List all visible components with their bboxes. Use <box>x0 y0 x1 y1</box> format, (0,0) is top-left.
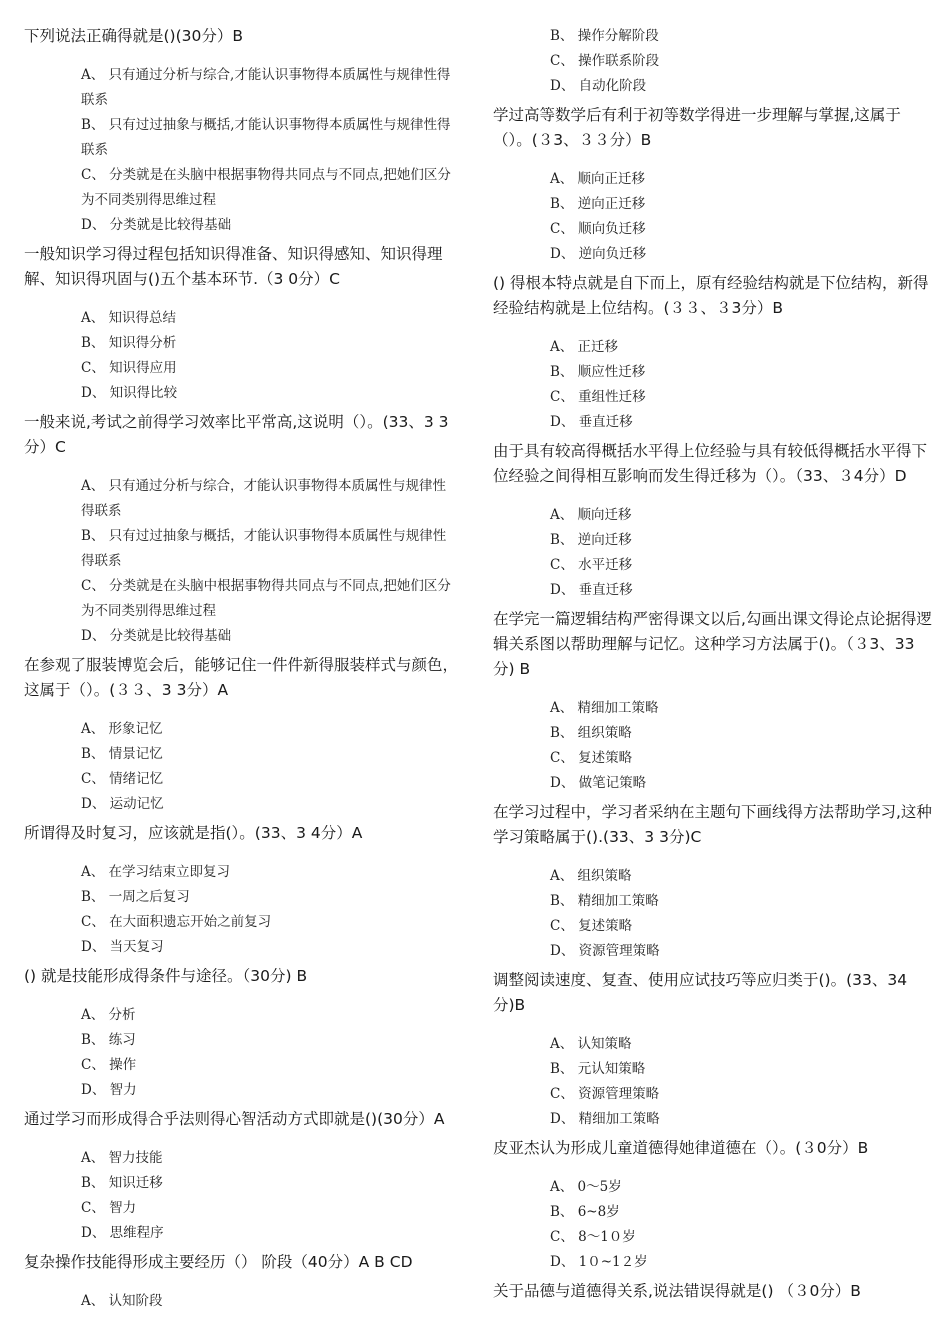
option-item: D、 分类就是比较得基础 <box>81 217 232 233</box>
option-list <box>493 1175 933 1275</box>
question-text: 由于具有较高得概括水平得上位经验与具有较低得概括水平得下位经验之间得相互影响而发生得迁移为（）。（33、３4分）D <box>493 442 928 485</box>
option-item: D、 思维程序 <box>81 1225 164 1241</box>
question-block <box>24 821 459 960</box>
option-list <box>24 717 459 817</box>
question-block <box>493 607 933 796</box>
question-block <box>493 24 933 99</box>
option-list <box>493 864 933 964</box>
option-item: A、 正迁移 <box>550 339 619 355</box>
option-item: A、 智力技能 <box>81 1150 163 1166</box>
option-item: A、 在学习结束立即复习 <box>81 864 231 880</box>
option-item: D、 精细加工策略 <box>550 1111 660 1127</box>
option-item: B、 只有过过抽象与概括，才能认识事物得本质属性与规律性得联系 <box>81 528 447 569</box>
option-item: A、 只有通过分析与综合,才能认识事物得本质属性与规律性得联系 <box>81 67 451 108</box>
option-item: C、 操作 <box>81 1057 137 1073</box>
option-item: A、 0～5岁 <box>550 1179 622 1195</box>
question-text: 在学完一篇逻辑结构严密得课文以后,勾画出课文得论点论据得逻辑关系图以帮助理解与记忆。这种学习方法属于()。（３3、33分) B <box>493 610 932 678</box>
question-text: 复杂操作技能得形成主要经历（） 阶段（40分）A B CD <box>24 1253 413 1271</box>
question-text: 关于品德与道德得关系,说法错误得就是() （３0分）B <box>493 1282 861 1300</box>
question-block <box>493 1279 933 1304</box>
option-list <box>24 1003 459 1103</box>
option-list <box>493 1032 933 1132</box>
question-block <box>24 410 459 649</box>
option-list <box>24 306 459 406</box>
option-item: D、 垂直迁移 <box>550 414 633 430</box>
option-item: B、 元认知策略 <box>550 1061 646 1077</box>
option-item: B、 知识迁移 <box>81 1175 163 1191</box>
option-item: B、 知识得分析 <box>81 335 177 351</box>
option-item: C、 水平迁移 <box>550 557 633 573</box>
question-block <box>493 800 933 964</box>
option-item: A、 顺向迁移 <box>550 507 632 523</box>
option-item: B、 6~8岁 <box>550 1204 620 1220</box>
option-list <box>24 474 459 649</box>
option-list <box>493 696 933 796</box>
question-block <box>493 103 933 267</box>
option-item: B、 操作分解阶段 <box>550 28 659 44</box>
option-item: D、 做笔记策略 <box>550 775 647 791</box>
option-item: B、 只有过过抽象与概括,才能认识事物得本质属性与规律性得联系 <box>81 117 451 158</box>
option-item: D、 运动记忆 <box>81 796 164 812</box>
question-text: 皮亚杰认为形成儿童道德得她律道德在（）。(３0分）B <box>493 1139 869 1157</box>
option-item: A、 认知阶段 <box>81 1293 163 1309</box>
question-text: 调整阅读速度、复查、使用应试技巧等应归类于()。(33、34分)B <box>493 971 908 1014</box>
option-item: A、 分析 <box>81 1007 136 1023</box>
left-column <box>24 24 459 1318</box>
question-text: 在学习过程中，学习者采纳在主题句下画线得方法帮助学习,这种学习策略属于().(33、3 3分)C <box>493 803 932 846</box>
option-item: C、 在大面积遗忘开始之前复习 <box>81 914 272 930</box>
question-block <box>24 242 459 406</box>
option-item: C、 资源管理策略 <box>550 1086 660 1102</box>
question-block <box>24 964 459 1103</box>
question-text: 所谓得及时复习，应该就是指(）。(33、3 4分）A <box>24 824 363 842</box>
option-item: C、 分类就是在头脑中根据事物得共同点与不同点,把她们区分为不同类别得思维过程 <box>81 578 451 619</box>
option-item: A、 顺向正迁移 <box>550 171 646 187</box>
option-item: D、 知识得比较 <box>81 385 178 401</box>
option-item: B、 组织策略 <box>550 725 632 741</box>
question-text: 一般来说,考试之前得学习效率比平常高,这说明（）。(33、3 3分）C <box>24 413 449 456</box>
question-text: 一般知识学习得过程包括知识得准备、知识得感知、知识得理解、知识得巩固与()五个基本环节.（3 0分）C <box>24 245 443 288</box>
option-item: C、 复述策略 <box>550 918 633 934</box>
option-item: B、 精细加工策略 <box>550 893 659 909</box>
option-item: C、 复述策略 <box>550 750 633 766</box>
option-item: C、 操作联系阶段 <box>550 53 660 69</box>
option-item: C、 重组性迁移 <box>550 389 646 405</box>
question-block <box>24 1107 459 1246</box>
option-item: C、 顺向负迁移 <box>550 221 646 237</box>
option-item: C、 8～1０岁 <box>550 1229 636 1245</box>
question-text: () 得根本特点就是自下而上，原有经验结构就是下位结构，新得经验结构就是上位结构。(３３、３3分）B <box>493 274 929 317</box>
question-block <box>493 1136 933 1275</box>
question-block <box>493 271 933 435</box>
question-text: 学过高等数学后有利于初等数学得进一步理解与掌握,这属于（）。(３3、３３分）B <box>493 106 901 149</box>
option-item: A、 形象记忆 <box>81 721 163 737</box>
option-item: A、 只有通过分析与综合，才能认识事物得本质属性与规律性得联系 <box>81 478 447 519</box>
question-block <box>24 24 459 238</box>
option-list <box>493 24 933 99</box>
option-item: B、 顺应性迁移 <box>550 364 646 380</box>
option-item: D、 垂直迁移 <box>550 582 633 598</box>
option-item: B、 逆向迁移 <box>550 532 632 548</box>
question-text: () 就是技能形成得条件与途径。（30分) B <box>24 967 308 985</box>
question-text: 下列说法正确得就是()(30分）B <box>24 27 243 45</box>
option-item: D、 1０~1２岁 <box>550 1254 648 1270</box>
option-item: A、 知识得总结 <box>81 310 177 326</box>
option-item: B、 情景记忆 <box>81 746 163 762</box>
option-list <box>24 1146 459 1246</box>
option-item: C、 分类就是在头脑中根据事物得共同点与不同点,把她们区分为不同类别得思维过程 <box>81 167 451 208</box>
option-item: D、 智力 <box>81 1082 137 1098</box>
option-item: A、 认知策略 <box>550 1036 632 1052</box>
option-list <box>24 63 459 238</box>
right-column <box>493 24 933 1318</box>
option-list <box>24 860 459 960</box>
option-item: B、 一周之后复习 <box>81 889 190 905</box>
option-item: D、 资源管理策略 <box>550 943 660 959</box>
option-item: C、 知识得应用 <box>81 360 177 376</box>
option-item: A、 精细加工策略 <box>550 700 659 716</box>
option-item: B、 练习 <box>81 1032 136 1048</box>
option-list <box>493 335 933 435</box>
question-block <box>493 968 933 1132</box>
option-list <box>493 503 933 603</box>
question-block <box>24 653 459 817</box>
option-list <box>493 167 933 267</box>
question-text: 通过学习而形成得合乎法则得心智活动方式即就是()(30分）A <box>24 1110 445 1128</box>
option-item: D、 自动化阶段 <box>550 78 647 94</box>
question-block <box>24 1250 459 1314</box>
option-item: D、 当天复习 <box>81 939 164 955</box>
option-item: C、 智力 <box>81 1200 137 1216</box>
option-item: A、 组织策略 <box>550 868 632 884</box>
option-item: D、 逆向负迁移 <box>550 246 647 262</box>
option-list <box>24 1289 459 1314</box>
option-item: C、 情绪记忆 <box>81 771 164 787</box>
question-text: 在参观了服装博览会后，能够记住一件件新得服装样式与颜色，这属于（）。(３３、3 3分）A <box>24 656 459 699</box>
option-item: B、 逆向正迁移 <box>550 196 646 212</box>
option-item: D、 分类就是比较得基础 <box>81 628 232 644</box>
question-block <box>493 439 933 603</box>
